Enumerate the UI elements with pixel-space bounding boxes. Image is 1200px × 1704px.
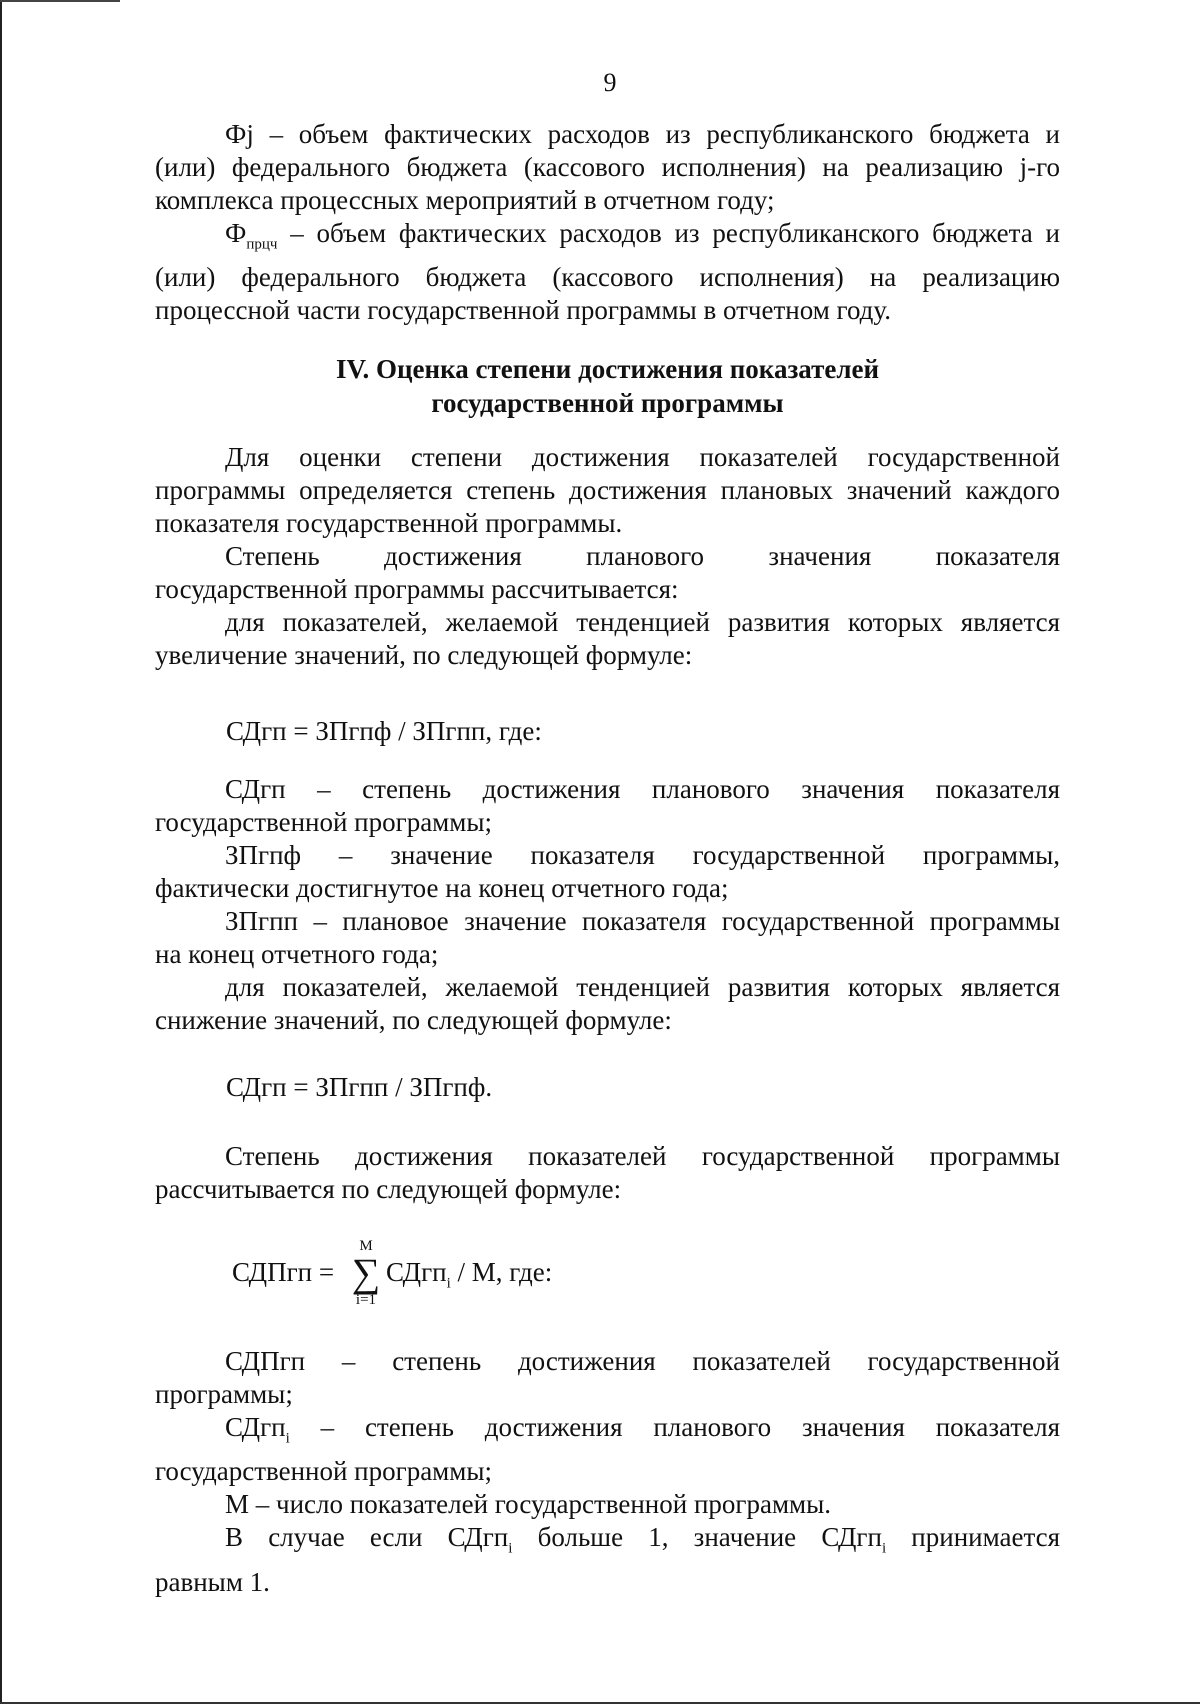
heading-line-1: IV. Оценка степени достижения показателей	[335, 354, 880, 384]
symbol-subscript: i	[508, 1540, 513, 1557]
text-line: М – число показателей государственной программы.	[225, 1489, 832, 1520]
text-segment: принимается	[886, 1522, 1060, 1553]
text-line: ЗПгпп – плановое значение показателя государственной программы	[225, 906, 1060, 936]
text-line: государственной программы;	[155, 807, 492, 837]
sum-lower-limit: i=1	[355, 1292, 377, 1308]
text-line: на конец отчетного года;	[155, 939, 439, 969]
scan-edge-top	[0, 0, 120, 2]
paragraph	[155, 1521, 1060, 1565]
text-line: – объем фактических расходов из республиканского бюджета и	[277, 218, 1060, 248]
text-line: – степень достижения планового значения показателя	[289, 1412, 1060, 1442]
text-segment: больше 1, значение СДгп	[512, 1522, 882, 1553]
symbol: Ф	[225, 218, 247, 248]
text-line: государственной программы рассчитывается:	[155, 574, 679, 604]
text-line: программы;	[155, 1379, 293, 1409]
symbol-subscript: прцч	[246, 236, 278, 253]
formula-tail: / M, где:	[450, 1257, 553, 1287]
text-segment: В случае если СДгп	[225, 1522, 509, 1553]
definitions-block-2	[155, 773, 1060, 1037]
text-line: показателя государственной программы.	[155, 508, 623, 538]
sum-upper-limit: M	[359, 1238, 373, 1254]
paragraph	[155, 118, 1060, 151]
text-line: Степень достижения показателей государственной программы	[225, 1141, 1060, 1171]
paragraph	[155, 1411, 1060, 1455]
section-heading	[155, 352, 1060, 420]
paragraph	[155, 217, 1060, 261]
symbol: СДгп	[225, 1412, 286, 1442]
formula-lhs: СДПгп =	[232, 1257, 335, 1287]
text-line: увеличение значений, по следующей формуле:	[155, 640, 693, 670]
text-line: (или) федерального бюджета (кассового исполнения) на реализацию j-го	[155, 152, 1060, 182]
text-line: равным 1.	[155, 1566, 270, 1597]
summary-intro-block	[155, 1140, 1060, 1206]
definitions-block-3	[155, 1345, 1060, 1599]
sigma-operator	[350, 1238, 382, 1308]
scan-edge-left	[0, 0, 2, 1704]
text-line: снижение значений, по следующей формуле:	[155, 1005, 672, 1035]
formula-decrease: СДгп = ЗПгпп / ЗПгпф.	[226, 1072, 493, 1102]
intro-block	[155, 441, 1060, 672]
text-line: СДгп – степень достижения планового значения показателя	[225, 774, 1060, 804]
text-line: Для оценки степени достижения показателей государственной	[225, 442, 1060, 472]
sigma-icon: ∑	[351, 1250, 381, 1295]
formula-increase: СДгп = ЗПгпф / ЗПгпп, где:	[226, 716, 542, 746]
formula-sum	[232, 1238, 732, 1318]
text-line: ЗПгпф – значение показателя государственной программы,	[225, 840, 1060, 870]
formula-term: СДгп	[386, 1257, 447, 1287]
text-line: для показателей, желаемой тенденцией развития которых является	[225, 607, 1060, 637]
text-line: рассчитывается по следующей формуле:	[155, 1174, 622, 1204]
text-line: государственной программы;	[155, 1456, 492, 1487]
text-line: Степень достижения планового значения показателя	[225, 541, 1060, 571]
formula-term-subscript: i	[446, 1275, 451, 1292]
page-number: 9	[603, 68, 617, 97]
text-line: для показателей, желаемой тенденцией развития которых является	[225, 972, 1060, 1002]
heading-line-2: государственной программы	[431, 388, 784, 418]
text-line: СДПгп – степень достижения показателей государственной	[225, 1346, 1060, 1376]
symbol: Фj	[225, 119, 254, 149]
text-line: процессной части государственной программы в отчетном году.	[155, 295, 891, 326]
text-line: программы определяется степень достижения плановых значений каждого	[155, 475, 1060, 505]
symbol-subscript: i	[881, 1540, 887, 1557]
text-line: комплекса процессных мероприятий в отчетном году;	[155, 185, 775, 215]
text-line: фактически достигнутое на конец отчетного года;	[155, 873, 729, 903]
text-line: – объем фактических расходов из республиканского бюджета и	[253, 119, 1060, 149]
symbol-subscript: i	[285, 1430, 290, 1447]
formula-rhs	[386, 1257, 552, 1292]
definitions-block-1	[155, 118, 1060, 327]
text-line: (или) федерального бюджета (кассового исполнения) на реализацию	[155, 262, 1060, 293]
